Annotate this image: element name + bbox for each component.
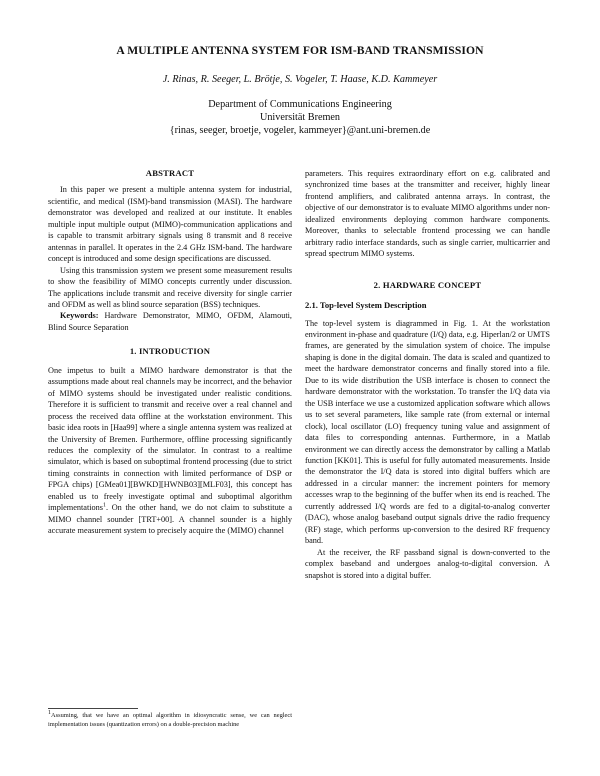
hardware-paragraph-2: At the receiver, the RF passband signal is down-converted to the complex baseband and undergoes analog-to-digital conversion. A snapshot is stored into a digital buffer. bbox=[305, 547, 550, 580]
footnote-mark: 1 bbox=[48, 709, 51, 716]
affiliation-department: Department of Communications Engineering bbox=[208, 99, 392, 110]
paper-title: A MULTIPLE ANTENNA SYSTEM FOR ISM-BAND TRANSMISSION bbox=[116, 44, 484, 57]
introduction-heading: 1. INTRODUCTION bbox=[129, 346, 211, 357]
left-column bbox=[48, 168, 292, 537]
abstract-paragraph-2: Using this transmission system we present some measurement results to show the feasibility of MIMO concepts currently under discussion. The applications include transmit and receive diversity for single carrier and OFDM as well as blind source separation (BSS) techniques. bbox=[48, 265, 292, 309]
hardware-concept-heading: 2. HARDWARE CONCEPT bbox=[373, 279, 482, 290]
footnote bbox=[48, 709, 292, 729]
footnote-reference: 1 bbox=[103, 502, 106, 509]
footnote-text: Assuming, that we have an optimal algorithm in idiosyncratic sense, we can neglect implementation issues (quantization errors) on a double-precision machine bbox=[48, 712, 292, 728]
hardware-paragraph-1: The top-level system is diagrammed in Fig. 1. At the workstation environment in-phase and quadrature (I/Q) data, e.g. Hiperlan/2 or UMTS frames, are generated by the simulation system of choice. The impulse shaping is done in the digital domain. The data is scaled and quantized to meet the hardware demonstrator concerns and finally stored into a file. Due to its wide distribution the USB interface is chosen to connect the hardware demonstrator with the workstation. To transfer the I/Q data via the USB interface we use a customized application software which allows us to set several parameters, like sample rate (from external or internal clock), local oscillator (LO) frequency tuning value and assignment of data files to corresponding antennas. Furthermore, in a Matlab environment we can directly access the demonstrator by calling a Matlab function [KK01]. This is useful for fully automated measurements. Inside the demonstrator the I/Q data is stored into digital buffers which are addressed in a circular manner: the increment pointers for memory accesses wrap to the beginning of the buffer when its end is reached. The currently addressed I/Q words are fed to a digital-to-analog converter (DAC), whose analog baseband output signals drive the radio frequency (RF) stage, which performs up-conversion to the desired RF frequency band. bbox=[305, 318, 550, 546]
abstract-paragraph-1: In this paper we present a multiple antenna system for industrial, scientific, and medical (ISM)-band transmission (MASI). The hardware demonstrator was developed and realized at our institute. It enables multiple input multiple output (MIMO)-communication applications and is capable to transmit arbitrary signals using 8 transmit and 8 receive antennas in parallel. It operates in the 2.4 GHz ISM-band. The hardware concept is introduced and some design specifications are discussed. bbox=[48, 185, 292, 264]
keywords-text: Hardware Demonstrator, MIMO, OFDM, Alamouti, Blind Source Separation bbox=[48, 311, 292, 332]
right-column bbox=[305, 168, 550, 581]
introduction-text-part-2: . On the other hand, we do not claim to substitute a MIMO channel sounder [TRT+00]. A channel sounder is a highly accurate measurement system to precisely acquire the (MIMO) channel bbox=[48, 503, 292, 536]
continued-paragraph: parameters. This requires extraordinary effort on e.g. calibrated and synchronized time bases at the transmitter and receiver, highly linear frontend amplifiers, and calibrated antenna arrays. In contrast, the objective of our demonstrator is to evaluate MIMO algorithms under non-idealized environments deploying common hardware components. Moreover, thanks to selectable frontend processing we can handle arbitrary radio interface standards, such as single carrier, multicarrier and spread spectrum MIMO systems. bbox=[305, 169, 550, 259]
keywords-label: Keywords: bbox=[60, 311, 99, 321]
footnote-divider bbox=[48, 708, 138, 709]
introduction-paragraph bbox=[48, 365, 292, 537]
author-emails: {rinas, seeger, broetje, vogeler, kammeyer}@ant.uni-bremen.de bbox=[169, 125, 431, 136]
introduction-text-part-1: One impetus to built a MIMO hardware demonstrator is that the assumptions made about real channels may be incorrect, and the behavior of MIMO systems should be investigated under realistic conditions. Therefore it is sufficient to transmit and receive over a real channel and process the received data offline at the workstation environment. This basic idea roots in [Haa99] where a single antenna system was realized at the University of Bremen. Furthermore, offline processing significantly reduces the complexity of the simulator. In contrast to a realtime simulator, which is based on suboptimal frontend processing (due to strict timing constraints in connection with limited performance of DSP or FPGA chips) [GMea01][BWKD][HWNB03][MLF03], this concept has enabled us to freely investigate optimal and suboptimal algorithm implementations bbox=[48, 365, 292, 513]
keywords-paragraph bbox=[48, 310, 292, 333]
top-level-subsection-heading: 2.1. Top-level System Description bbox=[305, 300, 427, 311]
author-list: J. Rinas, R. Seeger, L. Brötje, S. Vogeler, T. Haase, K.D. Kammeyer bbox=[162, 74, 438, 85]
affiliation-university: Universität Bremen bbox=[259, 112, 341, 123]
abstract-heading: ABSTRACT bbox=[145, 168, 195, 178]
